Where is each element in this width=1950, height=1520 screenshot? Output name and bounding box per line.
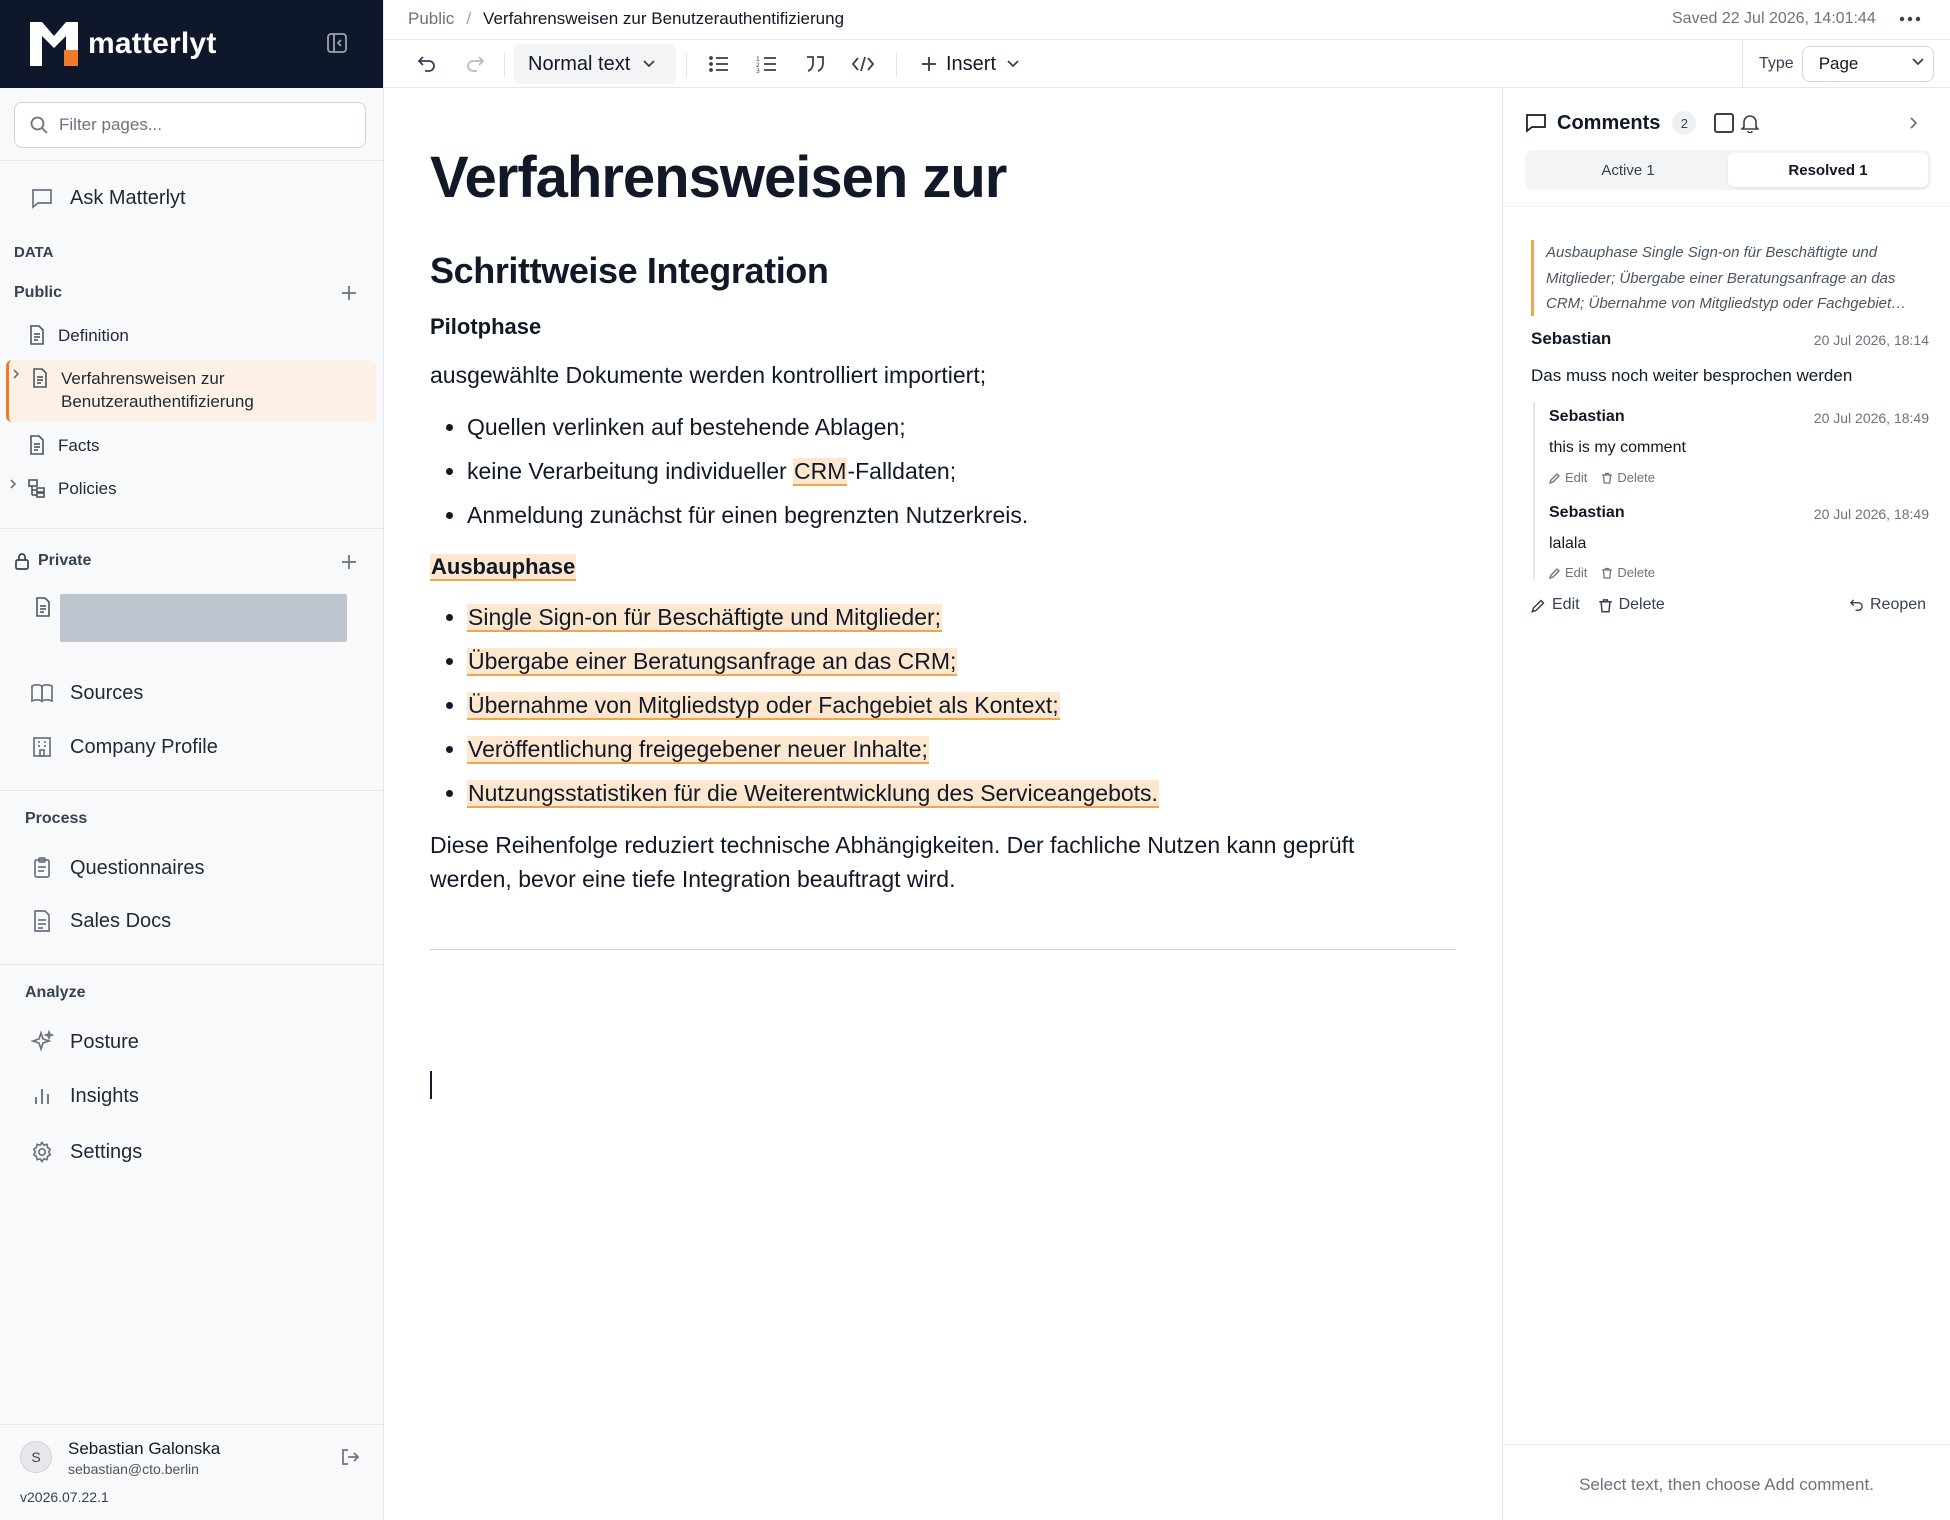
- nav-ask-label: Ask Matterlyt: [70, 186, 186, 209]
- folder-tree-icon: [26, 477, 48, 499]
- user-area: [0, 1424, 383, 1520]
- type-select[interactable]: [1802, 46, 1934, 82]
- book-icon: [28, 679, 56, 707]
- list-item[interactable]: [430, 600, 1159, 644]
- divider: [0, 964, 383, 965]
- chevron-down-icon: [1006, 59, 1020, 69]
- trash-icon: [1601, 472, 1613, 484]
- document-editor[interactable]: [384, 88, 1502, 1520]
- reply-author: Sebastian: [1549, 408, 1625, 425]
- tree-item-definition[interactable]: [6, 324, 376, 348]
- nav-insights-label: Insights: [70, 1084, 139, 1107]
- nav-sources-label: Sources: [70, 681, 144, 704]
- comment-author: Sebastian: [1531, 329, 1612, 348]
- document-icon: [26, 324, 48, 346]
- reply-body: this is my comment: [1549, 439, 1686, 456]
- editor-toolbar: [384, 40, 1950, 88]
- matterlyt-logo-icon[interactable]: [30, 22, 78, 66]
- svg-text:1: 1: [756, 56, 760, 63]
- more-options-icon[interactable]: [1896, 8, 1924, 30]
- page-type-selector: [1742, 40, 1950, 88]
- type-label: Type: [1759, 55, 1794, 72]
- comment-date: 20 Jul 2026, 18:14: [1813, 332, 1929, 348]
- delete-comment-button[interactable]: Delete: [1598, 596, 1665, 614]
- add-private-page-icon[interactable]: [338, 551, 360, 573]
- comments-panel: [1502, 88, 1950, 1520]
- section-heading[interactable]: Schrittweise Integration: [430, 250, 829, 291]
- highlighted-text: Übergabe einer Beratungsanfrage an das CRM;: [468, 648, 957, 674]
- block-type-value: Normal text: [528, 52, 631, 75]
- nav-settings-label: Settings: [70, 1140, 143, 1163]
- gear-icon: [28, 1138, 56, 1166]
- tab-resolved[interactable]: Resolved 1: [1728, 153, 1928, 187]
- reply-date: 20 Jul 2026, 18:49: [1813, 506, 1929, 522]
- delete-reply-button[interactable]: Delete: [1601, 565, 1655, 580]
- reply-thread-line: [1533, 402, 1535, 580]
- public-section-label[interactable]: Public: [14, 284, 63, 301]
- reply-author: Sebastian: [1549, 504, 1625, 521]
- quote-icon[interactable]: [802, 51, 828, 77]
- ausbau-bullet-list: [430, 600, 1159, 820]
- highlighted-text[interactable]: CRM: [794, 458, 847, 484]
- user-name: Sebastian Galonska: [68, 1439, 221, 1458]
- chevron-right-icon[interactable]: [9, 367, 23, 381]
- document-icon: [28, 907, 56, 935]
- divider: [0, 160, 383, 161]
- bell-icon[interactable]: [1740, 113, 1760, 133]
- private-section-header[interactable]: [14, 552, 91, 570]
- list-item[interactable]: Quellen verlinken auf bestehende Ablagen;: [430, 410, 1028, 454]
- comments-count-badge: 2: [1672, 111, 1696, 135]
- ausbau-heading[interactable]: Ausbauphase: [431, 554, 576, 579]
- nav-company-profile[interactable]: [28, 732, 218, 762]
- nav-insights[interactable]: [28, 1081, 139, 1111]
- tree-item-policies[interactable]: [6, 477, 376, 501]
- highlighted-text: Veröffentlichung freigegebener neuer Inhalte;: [468, 736, 928, 762]
- comment-quote[interactable]: Ausbauphase Single Sign-on für Beschäftigte und Mitglieder; Übergabe einer Beratungsanfrage an das CRM; Übernahme von Mitgliedstyp oder Fachgebiet…: [1531, 240, 1927, 316]
- trash-icon: [1598, 598, 1613, 613]
- nav-questionnaires-label: Questionnaires: [70, 856, 205, 879]
- reply-body: lalala: [1549, 535, 1587, 552]
- comment-body: Das muss noch weiter besprochen werden: [1531, 366, 1853, 385]
- closing-paragraph[interactable]: Diese Reihenfolge reduziert technische Abhängigkeiten. Der fachliche Nutzen kann geprüft werden, bevor eine tiefe Integration beauftragt wird.: [430, 832, 1355, 892]
- avatar[interactable]: S: [20, 1441, 52, 1473]
- sidebar-header: [0, 0, 383, 88]
- tree-item-verfahrensweisen[interactable]: [6, 360, 376, 422]
- chevron-right-icon[interactable]: [6, 477, 20, 491]
- list-item[interactable]: [430, 688, 1159, 732]
- pilot-heading[interactable]: Pilotphase: [430, 314, 542, 339]
- highlighted-text: Single Sign-on für Beschäftigte und Mitglieder;: [468, 604, 942, 630]
- filter-pages-input[interactable]: [59, 115, 349, 135]
- edit-comment-button[interactable]: Edit: [1531, 596, 1580, 614]
- nav-sales-docs-label: Sales Docs: [70, 909, 172, 932]
- comments-title: Comments: [1557, 111, 1661, 134]
- edit-reply-button[interactable]: Edit: [1549, 470, 1587, 485]
- app-name: matterlyt: [88, 27, 217, 60]
- sidebar: [0, 0, 384, 1520]
- horizontal-rule: [430, 949, 1456, 950]
- clipboard-icon: [28, 854, 56, 882]
- redo-icon[interactable]: [462, 51, 488, 77]
- document-title[interactable]: Verfahrensweisen zur: [430, 145, 1007, 210]
- nav-sources[interactable]: [28, 678, 143, 708]
- document-icon: [29, 367, 51, 389]
- chevron-down-icon: [1911, 57, 1925, 67]
- nav-settings[interactable]: [28, 1137, 142, 1167]
- list-item[interactable]: [430, 644, 1159, 688]
- sparkle-icon: [28, 1028, 56, 1056]
- collapse-sidebar-icon[interactable]: [324, 30, 350, 56]
- tree-item-label: Facts: [58, 436, 100, 455]
- process-section-label: Process: [25, 810, 88, 827]
- reopen-button[interactable]: Reopen: [1849, 596, 1926, 614]
- nav-posture-label: Posture: [70, 1030, 139, 1053]
- breadcrumb-public[interactable]: Public: [408, 9, 455, 28]
- insert-label: Insert: [946, 52, 997, 75]
- undo-icon: [1849, 598, 1864, 613]
- nav-questionnaires[interactable]: [28, 853, 205, 883]
- logout-icon[interactable]: [338, 1445, 362, 1469]
- chevron-down-icon: [642, 59, 656, 69]
- nav-company-profile-label: Company Profile: [70, 735, 218, 758]
- tree-item-label: Policies: [58, 479, 117, 498]
- undo-icon[interactable]: [414, 51, 440, 77]
- data-section-label: DATA: [14, 244, 54, 261]
- bullet-list-icon[interactable]: [706, 51, 732, 77]
- chevron-right-icon[interactable]: [1903, 112, 1925, 134]
- numbered-list-icon[interactable]: [754, 51, 780, 77]
- tree-item-facts[interactable]: [6, 434, 376, 458]
- user-email: sebastian@cto.berlin: [68, 1461, 199, 1477]
- saved-status: Saved 22 Jul 2026, 14:01:44: [1672, 10, 1876, 27]
- lock-icon: [14, 552, 30, 570]
- comments-header: [1525, 108, 1935, 138]
- comment-icon: [1525, 112, 1547, 134]
- breadcrumb: [408, 9, 844, 29]
- type-select-value: Page: [1818, 54, 1859, 73]
- bar-chart-icon: [28, 1082, 56, 1110]
- breadcrumb-separator: /: [466, 9, 472, 28]
- document-icon: [26, 434, 48, 456]
- breadcrumb-current-page: Verfahrensweisen zur Benutzerauthentifizierung: [483, 9, 845, 28]
- reply-actions: [1549, 470, 1669, 485]
- divider: [0, 528, 383, 529]
- text-cursor: [430, 1071, 432, 1099]
- trash-icon: [1601, 567, 1613, 579]
- app-version: v2026.07.22.1: [20, 1489, 109, 1505]
- private-page-redacted[interactable]: [60, 594, 347, 642]
- list-item[interactable]: keine Verarbeitung individueller CRM-Falldaten;: [430, 454, 1028, 498]
- comments-hint: Select text, then choose Add comment.: [1503, 1444, 1950, 1520]
- reply-date: 20 Jul 2026, 18:49: [1813, 410, 1929, 426]
- pencil-icon: [1549, 567, 1561, 579]
- insert-button[interactable]: [920, 47, 1028, 81]
- nav-posture[interactable]: [28, 1027, 139, 1057]
- svg-text:3: 3: [756, 68, 760, 74]
- edit-reply-button[interactable]: Edit: [1549, 565, 1587, 580]
- highlighted-text: Nutzungsstatistiken für die Weiterentwicklung des Serviceangebots.: [468, 780, 1158, 806]
- pilot-bullet-list: [430, 410, 1028, 542]
- pencil-icon: [1549, 472, 1561, 484]
- nav-ask-matterlyt[interactable]: [28, 183, 186, 213]
- list-item[interactable]: [430, 776, 1159, 820]
- highlighted-text: Übernahme von Mitgliedstyp oder Fachgebiet als Kontext;: [468, 692, 1059, 718]
- comments-tabs: [1525, 150, 1931, 190]
- document-icon: [34, 597, 52, 617]
- tree-item-label: Verfahrensweisen zur Benutzerauthentifizierung: [61, 369, 254, 411]
- list-item[interactable]: [430, 732, 1159, 776]
- svg-text:2: 2: [756, 62, 760, 69]
- reply-actions: [1549, 565, 1669, 580]
- chat-bubble-icon: [28, 184, 56, 212]
- analyze-section-label: Analyze: [25, 984, 86, 1001]
- thread-actions: [1531, 596, 1683, 614]
- private-section-label: Private: [38, 552, 92, 569]
- plus-icon: [920, 55, 938, 73]
- block-type-dropdown[interactable]: [514, 44, 676, 84]
- nav-sales-docs[interactable]: [28, 906, 171, 936]
- filter-pages-field[interactable]: [14, 102, 366, 148]
- list-item[interactable]: Anmeldung zunächst für einen begrenzten Nutzerkreis.: [430, 498, 1028, 542]
- search-icon: [29, 115, 49, 135]
- delete-reply-button[interactable]: Delete: [1601, 470, 1655, 485]
- add-public-page-icon[interactable]: [338, 282, 360, 304]
- top-bar: [384, 0, 1950, 40]
- pencil-icon: [1531, 598, 1546, 613]
- building-icon: [28, 733, 56, 761]
- pilot-intro-paragraph[interactable]: ausgewählte Dokumente werden kontrolliert importiert;: [430, 362, 987, 388]
- code-icon[interactable]: [850, 51, 876, 77]
- comments-checkbox[interactable]: [1714, 113, 1734, 133]
- tab-active[interactable]: Active 1: [1601, 161, 1655, 179]
- divider: [0, 790, 383, 791]
- tree-item-label: Definition: [58, 326, 129, 345]
